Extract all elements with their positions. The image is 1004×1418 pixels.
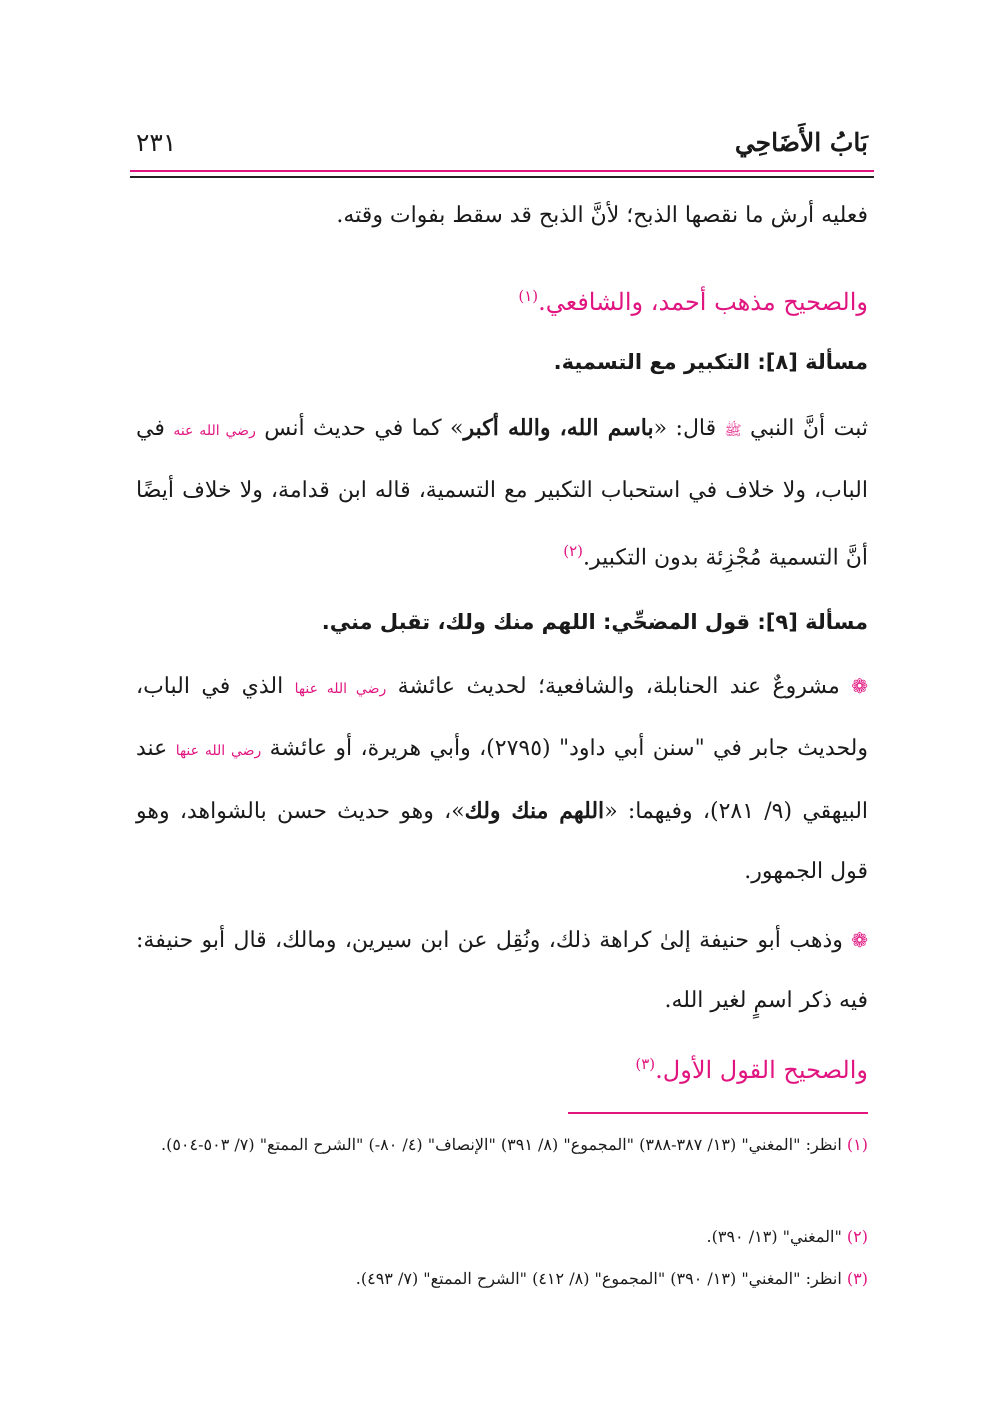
ruling-2-text: والصحيح القول الأول. (655, 1056, 868, 1084)
issue-9-label: مسألة [٩]: (757, 610, 868, 634)
footnote-1 (130, 1128, 868, 1162)
salla-glyph: ﷺ (724, 423, 742, 439)
issue-8-heading (136, 332, 868, 392)
footnote-3-number: (٣) (846, 1269, 868, 1288)
paragraph-1-text: فعليه أرش ما نقصها الذبح؛ لأنَّ الذبح قد سقط بفوات وقته. (336, 203, 868, 228)
footnote-3-text: انظر: "المغني" (١٣/ ٣٩٠) "المجموع" (٨/ ٤١٢) "الشرح الممتع" (٧/ ٤٩٣). (355, 1269, 842, 1288)
p3-c: » كما في حديث أنس (264, 416, 464, 441)
paragraph-5 (136, 910, 868, 1031)
header-rule-dark (130, 176, 874, 178)
paragraph-3 (136, 398, 868, 588)
issue-8-label: مسألة [٨]: (757, 350, 868, 374)
p4-d: »، وهو حديث حسن بالشواهد، وهو قول الجمهور. (136, 799, 868, 884)
p3-quote: باسم الله، والله أكبر (463, 415, 654, 441)
footnote-ref-3: (٣) (635, 1055, 656, 1073)
footnote-1-number: (١) (846, 1135, 868, 1154)
p5-text: وذهب أبو حنيفة إلىٰ كراهة ذلك، ونُقِل عن ابن سيرين، ومالك، قال أبو حنيفة: فيه ذكر اسمٍ لغير الله. (136, 928, 868, 1013)
footnote-2 (130, 1220, 868, 1254)
p4-a: مشروعٌ عند الحنابلة، والشافعية؛ لحديث عائشة (397, 674, 840, 699)
ruling-1-text: والصحيح مذهب أحمد، والشافعي. (538, 288, 868, 316)
ruling-1 (136, 266, 868, 332)
radi-glyph: رضي الله عنها (175, 743, 262, 759)
p3-a: ثبت أنَّ النبي (749, 416, 868, 441)
flower-icon: ❁ (851, 928, 868, 952)
chapter-title: بَابُ الأَضَاحِي (734, 128, 868, 157)
footnote-separator (568, 1112, 868, 1114)
flower-icon: ❁ (851, 674, 868, 698)
footnote-3 (130, 1262, 868, 1296)
footnote-1-text: انظر: "المغني" (١٣/ ٣٨٧-٣٨٨) "المجموع" (٨/ ٣٩١) "الإنصاف" (٤/ ٨٠-) "الشرح الممتع" (٧/ ٥٠٣-٥٠٤). (160, 1135, 842, 1154)
radi-glyph: رضي الله عنه (173, 423, 256, 439)
p3-b: قال: « (653, 416, 717, 441)
p4-c: عند البيهقي (٩/ ٢٨١)، وفيهما: « (136, 736, 869, 824)
paragraph-1 (136, 186, 868, 246)
footnote-2-text: "المغني" (١٣/ ٣٩٠). (706, 1227, 842, 1246)
p4-quote: اللهم منك ولك (464, 798, 605, 824)
issue-9-title: قول المضحِّي: اللهم منك ولك، تقبل مني. (321, 610, 751, 634)
page-number: ٢٣١ (136, 128, 177, 157)
footnote-ref-2: (٢) (563, 542, 584, 560)
footnote-2-number: (٢) (846, 1227, 868, 1246)
radi-glyph: رضي الله عنها (294, 681, 387, 697)
p3-d: في الباب، ولا خلاف في استحباب التكبير مع التسمية، قاله ابن قدامة، ولا خلاف أيضًا أنَّ التسمية مُجْزِئة بدون التكبير. (136, 416, 868, 571)
paragraph-4 (136, 656, 868, 902)
p4-b: الذي في الباب، ولحديث جابر في "سنن أبي داود" (٢٧٩٥)، وأبي هريرة، أو عائشة (136, 674, 869, 761)
header-rule-pink (130, 170, 874, 172)
ruling-2 (136, 1034, 868, 1100)
footnote-ref-1: (١) (518, 287, 539, 305)
issue-9-heading (136, 592, 868, 652)
issue-8-title: التكبير مع التسمية. (553, 350, 751, 374)
